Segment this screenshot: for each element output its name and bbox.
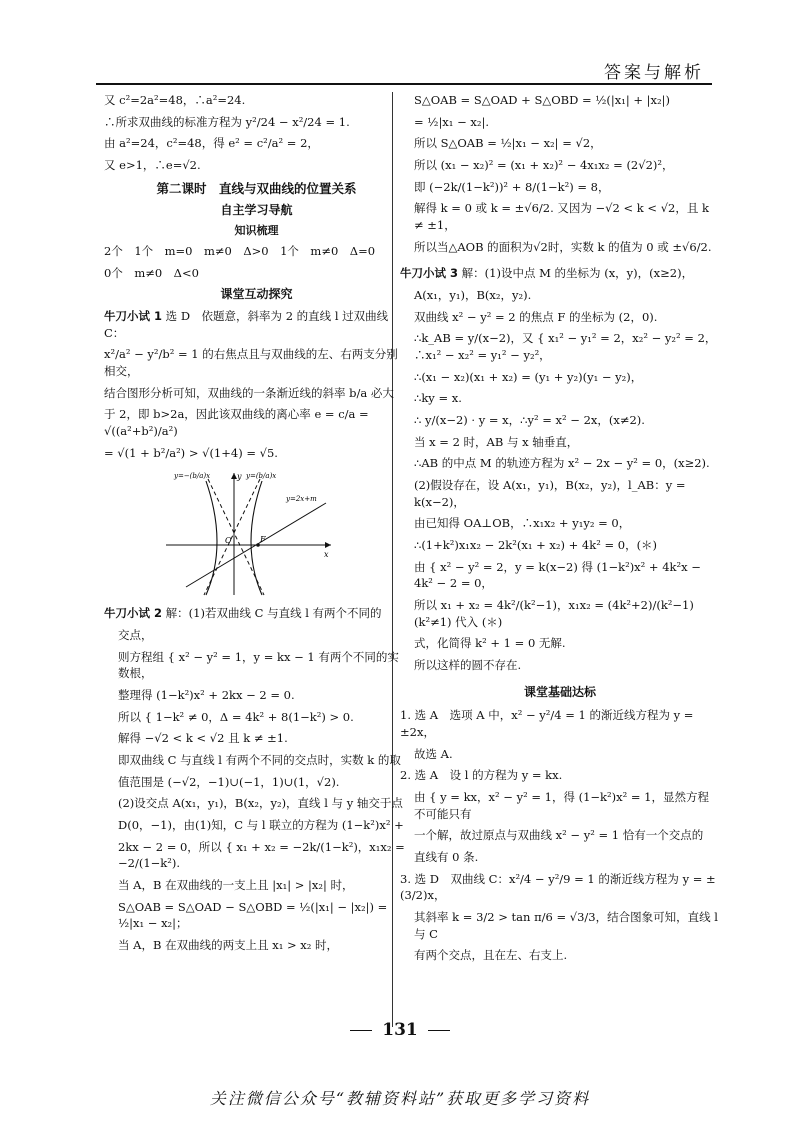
text-line: ∴AB 的中点 M 的轨迹方程为 x² − 2x − y² = 0，(x≥2). bbox=[414, 456, 710, 471]
text-line: 式，化简得 k² + 1 = 0 无解. bbox=[414, 636, 566, 651]
text-line: 当 A，B 在双曲线的两支上且 x₁ > x₂ 时， bbox=[118, 938, 339, 952]
trial-2-first-line bbox=[104, 605, 409, 622]
text-line: ∴ky = x. bbox=[414, 391, 462, 406]
text-line: S△OAB = S△OAD − S△OBD = ½(|x₁| − |x₂|) = ½|x₁ − x₂|； bbox=[118, 899, 388, 931]
header-rule bbox=[96, 83, 712, 85]
text-line: 3. 选 D 双曲线 C：x²/4 − y²/9 = 1 的渐近线方程为 y = ±(3/2)x， bbox=[400, 871, 716, 903]
text-line: ∴(1+k²)x₁x₂ − 2k²(x₁ + x₂) + 4k² = 0，(＊) bbox=[414, 538, 658, 553]
trial-3-first-line bbox=[400, 265, 720, 282]
knowledge-line: 0个 m≠0 Δ<0 bbox=[104, 265, 199, 280]
text-line: 解得 −√2 < k < √2 且 k ≠ ±1. bbox=[118, 731, 288, 746]
text-line: D(0，−1)，由(1)知，C 与 l 联立的方程为 (1−k²)x² + bbox=[118, 817, 404, 832]
text-line: 由 a²=24，c²=48，得 e² = c²/a² = 2， bbox=[104, 136, 319, 151]
trial-1-label: 牛刀小试 1 bbox=[104, 308, 163, 323]
x-axis-label: x bbox=[324, 550, 329, 560]
text-line: ∴所求双曲线的标准方程为 y²/24 − x²/24 = 1. bbox=[104, 114, 350, 129]
text-line: ∴(x₁ − x₂)(x₁ + x₂) = (y₁ + y₂)(y₁ − y₂)， bbox=[414, 369, 643, 384]
text-line: 所以当△AOB 的面积为√2时，实数 k 的值为 0 或 ±√6/2. bbox=[414, 239, 712, 254]
text-line: 一个解，故过原点与双曲线 x² − y² = 1 恰有一个交点的 bbox=[414, 828, 704, 843]
page-number: 131 bbox=[382, 1020, 418, 1040]
text-line: 即双曲线 C 与直线 l 有两个不同的交点时，实数 k 的取 bbox=[118, 752, 401, 767]
origin-label: O bbox=[225, 536, 232, 546]
text-line: 所以 S△OAB = ½|x₁ − x₂| = √2， bbox=[414, 136, 602, 151]
text-line: 其斜率 k = 3/2 > tan π/6 = √3/3，结合图象可知，直线 l 与 C bbox=[414, 909, 718, 941]
text-line: = ½|x₁ − x₂|. bbox=[414, 114, 489, 129]
text-line: 即 (−2k/(1−k²))² + 8/(1−k²) = 8， bbox=[414, 179, 610, 194]
text-line: S△OAB = S△OAD + S△OBD = ½(|x₁| + |x₂|) bbox=[414, 93, 670, 107]
text-line: 于 2，即 b>2a，因此该双曲线的离心率 e = c/a = √((a²+b²)/a²) bbox=[104, 407, 369, 438]
x-axis-arrow bbox=[325, 542, 331, 548]
text-line: ∴k_AB = y/(x−2)，又 { x₁² − y₁² = 2，x₂² − y₂² = 2，∴x₁² − x₂² = y₁² − y₂²， bbox=[414, 331, 717, 363]
text-line: (2)设交点 A(x₁，y₁)，B(x₂，y₂)，直线 l 与 y 轴交于点 bbox=[118, 796, 403, 811]
footer-note: 关注微信公众号“教辅资料站”获取更多学习资料 bbox=[209, 1089, 591, 1108]
text-line: 由 { y = kx，x² − y² = 1，得 (1−k²)x² = 1，显然方程不可能只有 bbox=[414, 789, 709, 821]
text-line: 故选 A. bbox=[414, 746, 453, 761]
explore-title: 课堂互动探究 bbox=[220, 287, 293, 302]
page-number-dash bbox=[350, 1030, 372, 1031]
left-asymptote-label: y=−(b/a)x bbox=[174, 472, 211, 481]
text-line: 解得 k = 0 或 k = ±√6/2. 又因为 −√2 < k < √2，且 k ≠ ±1， bbox=[414, 201, 709, 233]
hyperbola-left-branch bbox=[206, 481, 217, 595]
page-number-dash bbox=[428, 1030, 450, 1031]
trial-1-first-line bbox=[104, 308, 409, 341]
section-title: 课堂基础达标 bbox=[523, 684, 596, 699]
text-line: 又 c²=2a²=48，∴a²=24. bbox=[104, 93, 246, 107]
text-line: 则方程组 { x² − y² = 1，y = kx − 1 有两个不同的实数根， bbox=[118, 649, 399, 681]
text-line: 所以 x₁ + x₂ = 4k²/(k²−1)，x₁x₂ = (4k²+2)/(k²−1)(k²≠1) 代入 (＊) bbox=[414, 598, 694, 629]
focus-label: F bbox=[260, 535, 266, 545]
text-line: 整理得 (1−k²)x² + 2kx − 2 = 0. bbox=[118, 687, 295, 702]
right-column bbox=[400, 92, 720, 969]
text-line: 值范围是 (−√2，−1)∪(−1，1)∪(1，√2). bbox=[118, 774, 340, 789]
page-number-row bbox=[0, 1020, 800, 1040]
knowledge-line: 2个 1个 m=0 m≠0 Δ>0 1个 m≠0 Δ=0 bbox=[104, 244, 376, 259]
trial-3-label: 牛刀小试 3 bbox=[400, 266, 459, 281]
text-line: 由 { x² − y² = 2，y = k(x−2) 得 (1−k²)x² + 4k²x − 4k² − 2 = 0， bbox=[414, 559, 701, 591]
text-line: 所以这样的圆不存在. bbox=[414, 658, 522, 673]
line-label: y=2x+m bbox=[286, 495, 317, 504]
text-line: = √(1 + b²/a²) > √(1+4) = √5. bbox=[104, 445, 278, 460]
knowledge-title: 知识梳理 bbox=[234, 224, 279, 238]
text-line: (2)假设存在，设 A(x₁，y₁)，B(x₂，y₂)，l_AB：y = k(x−2)， bbox=[414, 478, 686, 509]
text-line: 2. 选 A 设 l 的方程为 y = kx. bbox=[400, 768, 563, 783]
text-line: 又 e>1，∴e=√2. bbox=[104, 158, 201, 173]
hyperbola-graph bbox=[166, 467, 336, 597]
text-line: 交点， bbox=[118, 627, 153, 642]
header-title: 答案与解析 bbox=[604, 63, 704, 83]
text-line: 当 A，B 在双曲线的一支上且 |x₁| > |x₂| 时， bbox=[118, 877, 354, 892]
right-asymptote-label: y=(b/a)x bbox=[246, 472, 277, 481]
lesson-title: 第二课时 直线与双曲线的位置关系 bbox=[156, 180, 357, 196]
text-line: 所以 (x₁ − x₂)² = (x₁ + x₂)² − 4x₁x₂ = (2√2)²， bbox=[414, 158, 674, 173]
text-line: A(x₁，y₁)，B(x₂，y₂). bbox=[414, 288, 532, 303]
nav-title: 自主学习导航 bbox=[220, 202, 293, 217]
text-span: 解：(1)设中点 M 的坐标为 (x，y)，(x≥2)， bbox=[461, 266, 694, 281]
trial-2-label: 牛刀小试 2 bbox=[104, 606, 163, 621]
text-line: x²/a² − y²/b² = 1 的右焦点且与双曲线的左、右两支分别相交， bbox=[104, 347, 398, 378]
text-span: 解：(1)若双曲线 C 与直线 l 有两个不同的 bbox=[165, 606, 382, 621]
text-line: ∴ y/(x−2) · y = x，∴y² = x² − 2x，(x≠2). bbox=[414, 413, 645, 428]
text-line: 有两个交点，且在左、右支上. bbox=[414, 948, 568, 963]
text-span: 选 D 依题意，斜率为 2 的直线 l 过双曲线 C： bbox=[104, 308, 389, 340]
text-line: 所以 { 1−k² ≠ 0，Δ = 4k² + 8(1−k²) > 0. bbox=[118, 709, 354, 724]
text-line: 2kx − 2 = 0，所以 { x₁ + x₂ = −2k/(1−k²)，x₁x₂ = −2/(1−k²). bbox=[118, 839, 405, 871]
text-line: 结合图形分析可知，双曲线的一条渐近线的斜率 b/a 必大 bbox=[104, 385, 394, 400]
left-column bbox=[104, 92, 409, 959]
text-line: 由已知得 OA⊥OB，∴x₁x₂ + y₁y₂ = 0， bbox=[414, 516, 631, 531]
text-line: 当 x = 2 时，AB 与 x 轴垂直， bbox=[414, 434, 579, 449]
y-axis-label: y bbox=[237, 472, 242, 482]
text-line: 双曲线 x² − y² = 2 的焦点 F 的坐标为 (2，0). bbox=[414, 309, 658, 324]
text-line: 直线有 0 条. bbox=[414, 849, 479, 864]
text-line: 1. 选 A 选项 A 中，x² − y²/4 = 1 的渐近线方程为 y = ±2x， bbox=[400, 708, 694, 739]
